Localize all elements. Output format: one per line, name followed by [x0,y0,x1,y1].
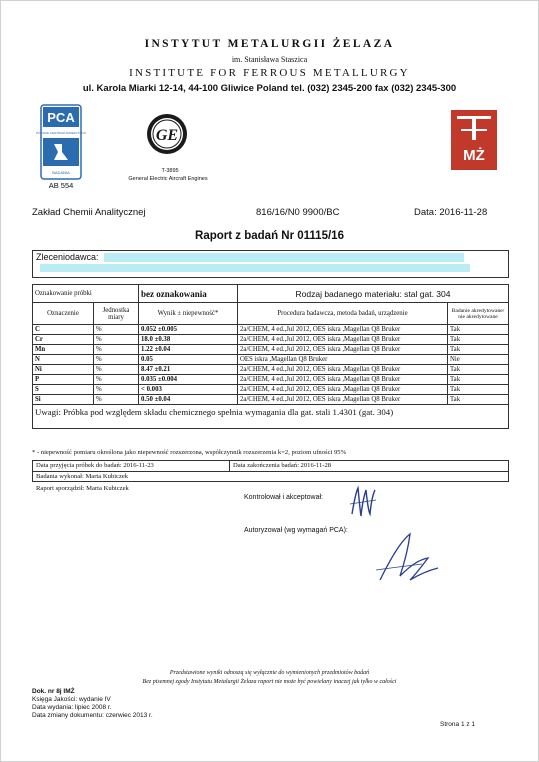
element-cell: C [33,325,94,335]
table-row [33,345,509,355]
result-cell: 1.22 ±0.04 [139,345,238,355]
unit-cell: % [94,365,139,375]
method-cell: 2a/CHEM, 4 ed.,Jul 2012, OES iskra ,Magellan Q8 Bruker [238,385,448,395]
pca-badge-text: BADANIA [52,170,70,175]
redaction-bar [104,253,464,262]
result-cell: 0.05 [139,355,238,365]
element-cell: S [33,385,94,395]
quality-book: Księga Jakości: wydanie IV [32,696,111,703]
method-cell: 2a/CHEM, 4 ed.,Jul 2012, OES iskra ,Magellan Q8 Bruker [238,395,448,405]
table-row [33,395,509,405]
result-cell: 0.052 ±0.005 [139,325,238,335]
table-row [33,355,509,365]
col-method-header: Procedura badawcza, metoda badań, urządzenie [238,303,448,325]
ge-caption: General Electric Aircraft Engines [128,176,208,182]
pca-number: AB 554 [48,181,74,190]
accreditation-cell: Tak [448,335,509,345]
method-cell: OES iskra ,Magellan Q8 Bruker [238,355,448,365]
signature-checker [348,484,378,520]
material-type: Rodzaj badanego materiału: stal gat. 304 [238,285,509,303]
issue-date: Data wydania: lipiec 2008 r. [32,704,112,711]
marking-value: bez oznakowania [139,285,238,303]
col-element-header: Oznaczenie [33,303,94,325]
unit-cell: % [94,355,139,365]
institute-name-en: INSTITUTE FOR FERROUS METALLURGY [129,67,410,79]
institute-patron: im. Stanisława Staszica [231,55,308,64]
redaction-bar [40,264,470,272]
result-cell: 0.035 ±0.004 [139,375,238,385]
accreditation-cell: Tak [448,385,509,395]
uncertainty-note: * - niepewność pomiaru określona jako niepewność rozszerzona, współczynnik rozszerzenia k=2, poziom ufności 95% [32,449,347,456]
report-title: Raport z badań Nr 01115/16 [195,230,344,242]
pca-logo-text: PCA [47,110,75,125]
result-cell: 8.47 ±0.21 [139,365,238,375]
report-by: Raport sporządził: Marta Kubiczek [36,485,129,492]
method-cell: 2a/CHEM, 4 ed.,Jul 2012, OES iskra ,Magellan Q8 Bruker [238,365,448,375]
laboratory-name: Zakład Chemii Analitycznej [32,207,146,218]
report-date: Data: 2016-11-28 [414,207,488,218]
institute-name-pl: INSTYTUT METALURGII ŻELAZA [144,38,395,50]
signature-authorizer [370,530,442,586]
results-table [32,284,509,429]
col-result-header: Wynik ± niepewność* [139,303,238,325]
page-number: Strona 1 z 1 [440,721,476,728]
unit-cell: % [94,395,139,405]
unit-cell: % [94,325,139,335]
footer-disclaimer-2: Bez pisemnej zgody Instytutu Metalurgii Żelaza raport nie może być powielany inaczej jak tylko w całości [142,679,397,685]
finished-date: Data zakończenia badań: 2016-11-28 [233,462,332,469]
element-cell: Mn [33,345,94,355]
element-cell: Si [33,395,94,405]
col-accreditation-header: Badanie akredytowane/ nie akredytowane [448,303,509,325]
marking-label-cell [33,285,139,303]
method-cell: 2a/CHEM, 4 ed.,Jul 2012, OES iskra ,Magellan Q8 Bruker [238,325,448,335]
result-cell: 0.50 ±0.04 [139,395,238,405]
change-date: Data zmiany dokumentu: czerwiec 2013 r. [32,712,153,719]
received-date: Data przyjęcia próbek do badań: 2016-11-23 [36,462,154,469]
document-number: Dok. nr 8j IMŻ [32,688,75,695]
result-cell: 18.0 ±0.38 [139,335,238,345]
imz-logo [451,110,497,170]
method-cell: 2a/CHEM, 4 ed.,Jul 2012, OES iskra ,Magellan Q8 Bruker [238,375,448,385]
table-row [33,385,509,395]
client-label: Zleceniodawca: [36,252,99,262]
remarks: Uwagi: Próbka pod względem składu chemicznego spełnia wymagania dla gat. stali 1.4301 (gat. 304) [33,405,509,429]
accreditation-cell: Tak [448,395,509,405]
authorized-label: Autoryzował (wg wymagań PCA): [244,527,348,534]
unit-cell: % [94,345,139,355]
ge-logo-text: GE [155,127,179,144]
accreditation-cell: Nie [448,355,509,365]
accreditation-cell: Tak [448,345,509,355]
unit-cell: % [94,375,139,385]
accreditation-cell: Tak [448,375,509,385]
pca-accreditation-logo [36,104,86,180]
element-cell: P [33,375,94,385]
document-info [32,688,153,720]
imz-logo-text: MŻ [463,147,485,164]
divider [229,460,230,471]
unit-cell: % [94,335,139,345]
checked-label: Kontrolował i akceptował: [244,494,323,501]
table-row [33,365,509,375]
result-cell: < 0.003 [139,385,238,395]
table-row [33,325,509,335]
unit-cell: % [94,385,139,395]
pca-logo-subtext: POLSKIE CENTRUM AKREDYTACJI [36,131,86,135]
ge-logo [146,113,188,155]
ge-code: T-3895 [161,168,179,174]
marking-label: Oznakowanie próbki [35,290,92,297]
reference-number: 816/16/N0 9900/BC [256,207,340,218]
method-cell: 2a/CHEM, 4 ed.,Jul 2012, OES iskra ,Magellan Q8 Bruker [238,345,448,355]
divider [32,471,509,472]
table-row [33,335,509,345]
element-cell: Ni [33,365,94,375]
tested-by: Badania wykonał: Marta Kubiczek [36,473,129,480]
accreditation-cell: Tak [448,325,509,335]
table-row [33,375,509,385]
accreditation-cell: Tak [448,365,509,375]
col-unit-header: Jednostka miary [94,303,139,325]
footer-disclaimer-1: Przedstawione wyniki odnoszą się wyłącznie do wymienionych przedmiotów badań [169,670,370,676]
institute-address: ul. Karola Miarki 12-14, 44-100 Gliwice Poland tel. (032) 2345-200 fax (032) 2345-300 [82,83,457,94]
element-cell: N [33,355,94,365]
method-cell: 2a/CHEM, 4 ed.,Jul 2012, OES iskra ,Magellan Q8 Bruker [238,335,448,345]
element-cell: Cr [33,335,94,345]
